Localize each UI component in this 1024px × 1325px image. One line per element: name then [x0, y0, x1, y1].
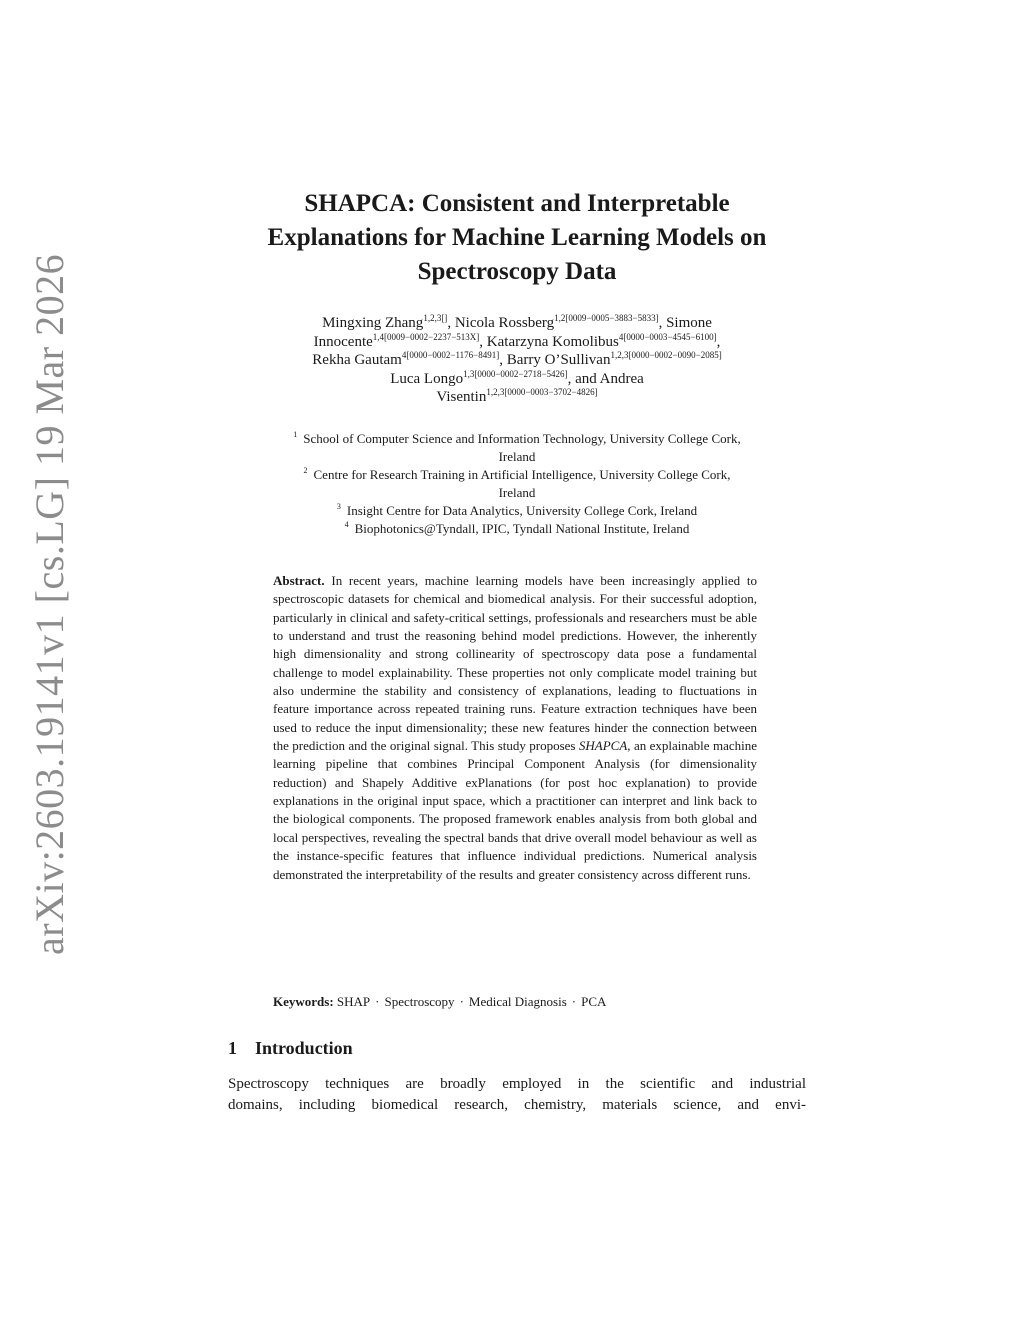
author-name: , and Andrea: [567, 370, 644, 387]
abstract-text: In recent years, machine learning models have been increasingly applied to spectroscopic datasets for chemical and biomedical analysis. For their successful adoption, particularly in clinical and safety-critical settings, professionals and researchers must be able to understand and trust the reasoning behind model predictions. However, the inherently high dimensionality and strong collinearity of spectroscopy data pose a fundamental challenge to model explainability. These properties not only complicate model training but also undermine the stability and consistency of explanations, leading to fluctuations in feature importance across repeated training runs. Feature extraction techniques have been used to reduce the input dimensionality; these new features hinder the connection between the prediction and the original signal. This study proposes: [273, 573, 758, 754]
keyword-item: Spectroscopy: [384, 994, 455, 1009]
author-name: , Katarzyna Komolibus: [479, 333, 619, 350]
affiliation-text: Insight Centre for Data Analytics, University College Cork, Ireland: [346, 503, 698, 518]
abstract-method-name: SHAPCA: [578, 738, 628, 754]
arxiv-side-stamp: arXiv:2603.19141v1 [cs.LG] 19 Mar 2026: [27, 253, 72, 955]
title-line-1: SHAPCA: Consistent and Interpretable: [304, 190, 730, 217]
title-line-2: Explanations for Machine Learning Models on: [267, 224, 767, 251]
keywords: [273, 993, 757, 1011]
author-affiliation-marker: 1,2,3[]: [423, 313, 448, 323]
affiliation-item: [228, 520, 806, 538]
abstract: [273, 572, 757, 884]
author-name: , Nicola Rossberg: [447, 315, 555, 331]
author-name: Innocente: [313, 333, 373, 350]
abstract-text-cont: , an explainable machine learning pipeline that combines Principal Component Analysis (for dimensionality reduction) and Shapely Additive exPlanations (for post hoc explanation) to provide explanations in the original input space, which a practitioner can interpret and link back to the biological components. The proposed framework enables analysis from both global and local perspectives, revealing the spectral bands that drive overall model behaviour as well as the instance-specific features that influence individual predictions. Numerical analysis demonstrated the interpretability of the results and greater consistency across different runs.: [273, 738, 757, 882]
author-name: Visentin: [436, 389, 487, 405]
author-name: Mingxing Zhang: [322, 315, 424, 331]
author-punct: ,: [716, 333, 721, 350]
author-list: [228, 314, 806, 407]
author-affiliation-marker: 1,4[0009−0002−2237−513X]: [372, 331, 480, 342]
keyword-separator: ·: [571, 994, 577, 1009]
section-number: 1: [228, 1038, 237, 1058]
paper-title: [228, 187, 806, 289]
author-line-1: [228, 314, 806, 333]
author-name: , Simone: [658, 315, 712, 331]
affiliation-item-cont: Ireland: [498, 485, 536, 500]
keyword-item: Medical Diagnosis: [468, 994, 567, 1009]
affiliation-number: 3: [336, 502, 341, 511]
keywords-label: Keywords:: [273, 994, 334, 1009]
keyword-item: SHAP: [336, 994, 371, 1009]
author-line-3: [228, 351, 806, 370]
affiliation-item: [228, 466, 806, 484]
affiliation-text: School of Computer Science and Information Technology, University College Cork,: [303, 431, 741, 446]
affiliation-item-cont: Ireland: [498, 449, 536, 464]
author-name: Rekha Gautam: [312, 352, 402, 368]
keyword-separator: ·: [375, 994, 380, 1009]
author-affiliation-marker: 1,3[0000−0002−2718−5426]: [463, 368, 568, 379]
affiliation-text: Biophotonics@Tyndall, IPIC, Tyndall National Institute, Ireland: [354, 521, 690, 536]
author-affiliation-marker: 4[0000−0002−1176−8491]: [401, 350, 500, 360]
keyword-item: PCA: [581, 994, 607, 1009]
author-affiliation-marker: 1,2,3[0000−0002−0090−2085]: [610, 350, 722, 360]
abstract-label: Abstract.: [273, 573, 325, 588]
author-affiliation-marker: 1,2[0009−0005−3883−5833]: [554, 313, 659, 323]
author-name: Luca Longo: [390, 370, 464, 387]
affiliation-item: [228, 502, 806, 520]
affiliation-number: 4: [344, 520, 349, 529]
section-heading: [228, 1038, 353, 1059]
affiliation-item: [228, 430, 806, 448]
author-line-2: [228, 333, 806, 352]
intro-paragraph: [228, 1074, 806, 1116]
affiliation-text: Centre for Research Training in Artificial Intelligence, University College Cork,: [313, 467, 731, 482]
author-line-5: [228, 388, 806, 407]
author-affiliation-marker: 1,2,3[0000−0003−3702−4826]: [486, 387, 598, 397]
intro-line-2: domains, including biomedical research, chemistry, materials science, and envi-: [228, 1097, 806, 1113]
title-line-3: Spectroscopy Data: [417, 258, 617, 285]
section-title: Introduction: [255, 1038, 353, 1058]
keyword-separator: ·: [459, 994, 464, 1009]
affiliation-list: [228, 430, 806, 538]
author-name: , Barry O’Sullivan: [499, 352, 611, 368]
author-line-4: [228, 370, 806, 389]
author-affiliation-marker: 4[0000−0003−4545−6100]: [618, 331, 717, 342]
intro-line-1: Spectroscopy techniques are broadly employed in the scientific and industrial: [228, 1076, 806, 1092]
affiliation-number: 2: [303, 466, 308, 475]
affiliation-number: 1: [293, 430, 298, 439]
